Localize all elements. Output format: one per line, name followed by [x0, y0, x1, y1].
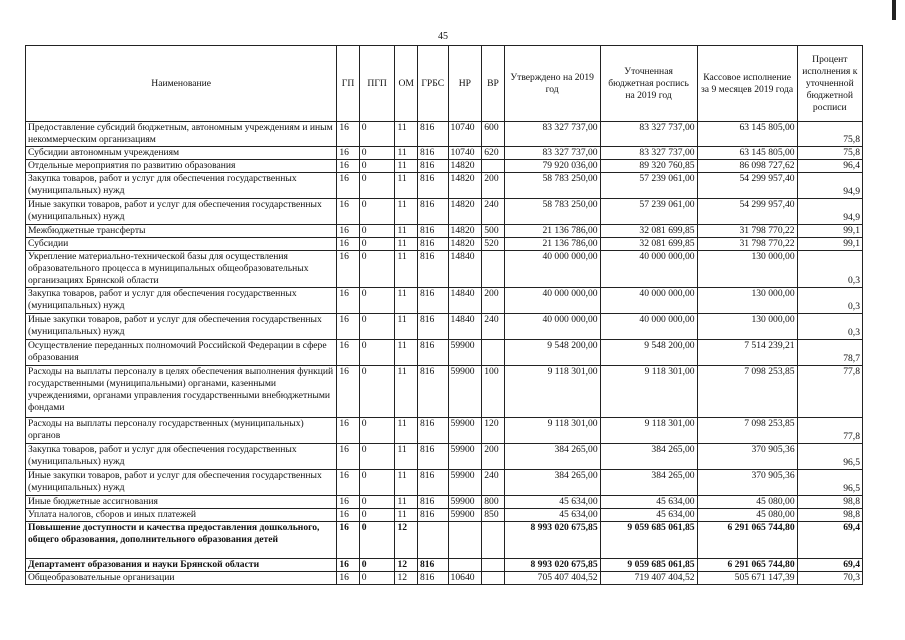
- cell-percent: 70,3: [797, 572, 862, 585]
- table-row: [26, 496, 863, 509]
- cell-percent: 99,1: [797, 238, 862, 251]
- cell-np: 14820: [448, 199, 482, 225]
- cell-grbs: 816: [417, 366, 448, 418]
- cell-name: Межбюджетные трансферты: [26, 225, 337, 238]
- cell-om: 11: [395, 199, 417, 225]
- cell-ppgp: 0: [359, 147, 395, 160]
- table-row: [26, 238, 863, 251]
- cell-name: Предоставление субсидий бюджетным, автономным учреждениям и иным некоммерческим организациям: [26, 122, 337, 147]
- cell-np: 14840: [448, 288, 482, 314]
- cell-om: 11: [395, 366, 417, 418]
- cell-gp: 16: [337, 160, 359, 173]
- cell-approved: 384 265,00: [504, 444, 600, 470]
- cell-gp: 16: [337, 199, 359, 225]
- cell-vr: 500: [482, 225, 504, 238]
- cell-grbs: [417, 522, 448, 559]
- table-row: [26, 418, 863, 444]
- cell-vr: 120: [482, 418, 504, 444]
- table-row: [26, 251, 863, 288]
- cell-percent: 69,4: [797, 559, 862, 572]
- cell-ppgp: 0: [359, 444, 395, 470]
- table-row: [26, 288, 863, 314]
- cell-om: 11: [395, 444, 417, 470]
- cell-np: 14820: [448, 225, 482, 238]
- cell-om: 11: [395, 340, 417, 366]
- cell-approved: 83 327 737,00: [504, 147, 600, 160]
- cell-ppgp: 0: [359, 160, 395, 173]
- cell-name: Закупка товаров, работ и услуг для обеспечения государственных (муниципальных) нужд: [26, 173, 337, 199]
- cell-om: 11: [395, 470, 417, 496]
- cell-name: Укрепление материально-технической базы для осуществления образовательного процесса в муниципальных общеобразовательных организациях Брянской области: [26, 251, 337, 288]
- cell-om: 11: [395, 160, 417, 173]
- cell-np: 14820: [448, 160, 482, 173]
- cell-refined: 384 265,00: [600, 470, 697, 496]
- header-name: Наименование: [26, 46, 337, 122]
- cell-gp: 16: [337, 340, 359, 366]
- cell-grbs: 816: [417, 238, 448, 251]
- cell-ppgp: 0: [359, 288, 395, 314]
- table-row: [26, 314, 863, 340]
- table-row: [26, 160, 863, 173]
- cell-grbs: 816: [417, 288, 448, 314]
- header-cash: Кассовое исполнение за 9 месяцев 2019 года: [697, 46, 797, 122]
- cell-approved: 9 118 301,00: [504, 418, 600, 444]
- table-row: [26, 199, 863, 225]
- cell-percent: 96,5: [797, 470, 862, 496]
- cell-name: Иные закупки товаров, работ и услуг для обеспечения государственных (муниципальных) нужд: [26, 199, 337, 225]
- cell-name: Закупка товаров, работ и услуг для обеспечения государственных (муниципальных) нужд: [26, 288, 337, 314]
- cell-percent: 77,8: [797, 366, 862, 418]
- cell-ppgp: 0: [359, 559, 395, 572]
- cell-percent: 0,3: [797, 314, 862, 340]
- cell-ppgp: 0: [359, 173, 395, 199]
- cell-cash: 63 145 805,00: [697, 147, 797, 160]
- cell-percent: 98,8: [797, 509, 862, 522]
- cell-om: 11: [395, 314, 417, 340]
- cell-approved: 58 783 250,00: [504, 173, 600, 199]
- scan-edge-mark: [892, 0, 896, 20]
- cell-ppgp: 0: [359, 509, 395, 522]
- cell-vr: [482, 559, 504, 572]
- cell-refined: 40 000 000,00: [600, 288, 697, 314]
- cell-grbs: 816: [417, 251, 448, 288]
- cell-ppgp: 0: [359, 314, 395, 340]
- cell-approved: 21 136 786,00: [504, 225, 600, 238]
- cell-percent: 78,7: [797, 340, 862, 366]
- cell-cash: 505 671 147,39: [697, 572, 797, 585]
- cell-ppgp: 0: [359, 199, 395, 225]
- table-row: [26, 173, 863, 199]
- cell-refined: 9 059 685 061,85: [600, 559, 697, 572]
- cell-name: Отдельные мероприятия по развитию образования: [26, 160, 337, 173]
- header-np: НР: [448, 46, 482, 122]
- cell-gp: 16: [337, 366, 359, 418]
- cell-percent: 69,4: [797, 522, 862, 559]
- cell-name: Повышение доступности и качества предоставления дошкольного, общего образования, дополнительного образования детей: [26, 522, 337, 559]
- cell-approved: 45 634,00: [504, 496, 600, 509]
- cell-gp: 16: [337, 251, 359, 288]
- cell-percent: 75,8: [797, 122, 862, 147]
- cell-percent: 99,1: [797, 225, 862, 238]
- cell-cash: 45 080,00: [697, 509, 797, 522]
- table-row: [26, 522, 863, 559]
- cell-vr: [482, 522, 504, 559]
- cell-name: Закупка товаров, работ и услуг для обеспечения государственных (муниципальных) нужд: [26, 444, 337, 470]
- cell-grbs: 816: [417, 340, 448, 366]
- cell-approved: 83 327 737,00: [504, 122, 600, 147]
- cell-approved: 40 000 000,00: [504, 288, 600, 314]
- cell-approved: 40 000 000,00: [504, 251, 600, 288]
- cell-approved: 58 783 250,00: [504, 199, 600, 225]
- header-grbs: ГРБС: [417, 46, 448, 122]
- cell-refined: 45 634,00: [600, 496, 697, 509]
- table-body: [26, 122, 863, 585]
- cell-vr: 240: [482, 470, 504, 496]
- cell-cash: 86 098 727,62: [697, 160, 797, 173]
- cell-gp: 16: [337, 147, 359, 160]
- cell-np: 14820: [448, 173, 482, 199]
- cell-vr: 520: [482, 238, 504, 251]
- cell-refined: 9 548 200,00: [600, 340, 697, 366]
- cell-grbs: 816: [417, 496, 448, 509]
- cell-np: 59900: [448, 340, 482, 366]
- cell-gp: 16: [337, 470, 359, 496]
- cell-np: [448, 559, 482, 572]
- cell-ppgp: 0: [359, 238, 395, 251]
- cell-grbs: 816: [417, 572, 448, 585]
- cell-percent: 0,3: [797, 288, 862, 314]
- cell-refined: 32 081 699,85: [600, 238, 697, 251]
- cell-gp: 16: [337, 122, 359, 147]
- table-row: [26, 559, 863, 572]
- cell-name: Уплата налогов, сборов и иных платежей: [26, 509, 337, 522]
- table-row: [26, 366, 863, 418]
- cell-refined: 9 118 301,00: [600, 366, 697, 418]
- cell-grbs: 816: [417, 225, 448, 238]
- cell-cash: 45 080,00: [697, 496, 797, 509]
- cell-cash: 7 514 239,21: [697, 340, 797, 366]
- table-row: [26, 572, 863, 585]
- cell-gp: 16: [337, 225, 359, 238]
- cell-np: 14840: [448, 314, 482, 340]
- cell-grbs: 816: [417, 418, 448, 444]
- cell-refined: 83 327 737,00: [600, 122, 697, 147]
- cell-name: Общеобразовательные организации: [26, 572, 337, 585]
- cell-gp: 16: [337, 509, 359, 522]
- cell-refined: 9 059 685 061,85: [600, 522, 697, 559]
- cell-np: 59900: [448, 418, 482, 444]
- cell-cash: 6 291 065 744,80: [697, 559, 797, 572]
- cell-vr: [482, 160, 504, 173]
- cell-om: 11: [395, 418, 417, 444]
- cell-ppgp: 0: [359, 251, 395, 288]
- cell-name: Иные закупки товаров, работ и услуг для обеспечения государственных (муниципальных) нужд: [26, 314, 337, 340]
- cell-grbs: 816: [417, 559, 448, 572]
- cell-vr: 100: [482, 366, 504, 418]
- cell-om: 11: [395, 122, 417, 147]
- cell-name: Расходы на выплаты персоналу государственных (муниципальных) органов: [26, 418, 337, 444]
- cell-gp: 16: [337, 496, 359, 509]
- header-percent: Процент исполнения к уточненной бюджетной росписи: [797, 46, 862, 122]
- cell-name: Осуществление переданных полномочий Российской Федерации в сфере образования: [26, 340, 337, 366]
- cell-approved: 384 265,00: [504, 470, 600, 496]
- cell-np: 10640: [448, 572, 482, 585]
- cell-np: [448, 522, 482, 559]
- header-ppgp: ПГП: [359, 46, 395, 122]
- table-row: [26, 444, 863, 470]
- cell-np: 14820: [448, 238, 482, 251]
- cell-cash: 31 798 770,22: [697, 225, 797, 238]
- cell-percent: 94,9: [797, 199, 862, 225]
- cell-approved: 9 118 301,00: [504, 366, 600, 418]
- cell-grbs: 816: [417, 122, 448, 147]
- cell-refined: 40 000 000,00: [600, 251, 697, 288]
- table-row: [26, 340, 863, 366]
- cell-vr: 200: [482, 288, 504, 314]
- cell-name: Иные бюджетные ассигнования: [26, 496, 337, 509]
- cell-np: 59900: [448, 509, 482, 522]
- cell-vr: 800: [482, 496, 504, 509]
- cell-name: Расходы на выплаты персоналу в целях обеспечения выполнения функций государственными (муниципальными) органами, казенными учреждениями, органами управления государственными внебюджетными фондами: [26, 366, 337, 418]
- cell-vr: [482, 251, 504, 288]
- table-row: [26, 470, 863, 496]
- cell-cash: 54 299 957,40: [697, 199, 797, 225]
- cell-grbs: 816: [417, 173, 448, 199]
- cell-om: 11: [395, 147, 417, 160]
- cell-refined: 45 634,00: [600, 509, 697, 522]
- cell-np: 59900: [448, 444, 482, 470]
- cell-cash: 7 098 253,85: [697, 418, 797, 444]
- cell-om: 11: [395, 496, 417, 509]
- cell-name: Субсидии автономным учреждениям: [26, 147, 337, 160]
- cell-refined: 57 239 061,00: [600, 199, 697, 225]
- cell-ppgp: 0: [359, 470, 395, 496]
- cell-grbs: 816: [417, 314, 448, 340]
- cell-vr: 200: [482, 173, 504, 199]
- cell-grbs: 816: [417, 509, 448, 522]
- cell-ppgp: 0: [359, 366, 395, 418]
- cell-grbs: 816: [417, 470, 448, 496]
- cell-grbs: 816: [417, 147, 448, 160]
- cell-om: 12: [395, 559, 417, 572]
- cell-percent: 96,4: [797, 160, 862, 173]
- cell-refined: 9 118 301,00: [600, 418, 697, 444]
- cell-om: 11: [395, 225, 417, 238]
- cell-cash: 130 000,00: [697, 288, 797, 314]
- cell-grbs: 816: [417, 160, 448, 173]
- cell-gp: 16: [337, 444, 359, 470]
- cell-om: 12: [395, 572, 417, 585]
- cell-np: 59900: [448, 366, 482, 418]
- cell-percent: 98,8: [797, 496, 862, 509]
- header-gp: ГП: [337, 46, 359, 122]
- cell-ppgp: 0: [359, 418, 395, 444]
- cell-percent: 0,3: [797, 251, 862, 288]
- cell-om: 12: [395, 522, 417, 559]
- cell-np: 10740: [448, 122, 482, 147]
- cell-percent: 94,9: [797, 173, 862, 199]
- cell-name: Департамент образования и науки Брянской области: [26, 559, 337, 572]
- cell-gp: 16: [337, 572, 359, 585]
- cell-ppgp: 0: [359, 572, 395, 585]
- cell-cash: 54 299 957,40: [697, 173, 797, 199]
- table-row: [26, 509, 863, 522]
- cell-gp: 16: [337, 522, 359, 559]
- cell-ppgp: 0: [359, 225, 395, 238]
- cell-approved: 45 634,00: [504, 509, 600, 522]
- cell-refined: 57 239 061,00: [600, 173, 697, 199]
- cell-cash: 130 000,00: [697, 251, 797, 288]
- cell-name: Субсидии: [26, 238, 337, 251]
- cell-cash: 63 145 805,00: [697, 122, 797, 147]
- cell-percent: 77,8: [797, 418, 862, 444]
- cell-vr: 240: [482, 314, 504, 340]
- cell-percent: 96,5: [797, 444, 862, 470]
- cell-cash: 370 905,36: [697, 470, 797, 496]
- cell-np: 59900: [448, 470, 482, 496]
- cell-np: 59900: [448, 496, 482, 509]
- cell-om: 11: [395, 251, 417, 288]
- cell-vr: 850: [482, 509, 504, 522]
- cell-approved: 21 136 786,00: [504, 238, 600, 251]
- table-row: [26, 122, 863, 147]
- cell-approved: 705 407 404,52: [504, 572, 600, 585]
- header-om: ОМ: [395, 46, 417, 122]
- cell-gp: 16: [337, 418, 359, 444]
- cell-np: 14840: [448, 251, 482, 288]
- cell-gp: 16: [337, 288, 359, 314]
- cell-gp: 16: [337, 173, 359, 199]
- table-row: [26, 147, 863, 160]
- header-approved: Утверждено на 2019 год: [504, 46, 600, 122]
- cell-refined: 83 327 737,00: [600, 147, 697, 160]
- cell-np: 10740: [448, 147, 482, 160]
- header-vr: ВР: [482, 46, 504, 122]
- cell-cash: 6 291 065 744,80: [697, 522, 797, 559]
- cell-om: 11: [395, 238, 417, 251]
- cell-gp: 16: [337, 559, 359, 572]
- cell-approved: 79 920 036,00: [504, 160, 600, 173]
- cell-approved: 8 993 020 675,85: [504, 559, 600, 572]
- budget-table: [25, 45, 863, 585]
- cell-om: 11: [395, 509, 417, 522]
- cell-percent: 75,8: [797, 147, 862, 160]
- cell-approved: 9 548 200,00: [504, 340, 600, 366]
- cell-vr: 600: [482, 122, 504, 147]
- cell-vr: [482, 572, 504, 585]
- cell-om: 11: [395, 288, 417, 314]
- cell-grbs: 816: [417, 444, 448, 470]
- cell-ppgp: 0: [359, 122, 395, 147]
- cell-vr: 200: [482, 444, 504, 470]
- cell-gp: 16: [337, 238, 359, 251]
- cell-gp: 16: [337, 314, 359, 340]
- cell-om: 11: [395, 173, 417, 199]
- cell-cash: 31 798 770,22: [697, 238, 797, 251]
- cell-vr: 240: [482, 199, 504, 225]
- table-row: [26, 225, 863, 238]
- cell-name: Иные закупки товаров, работ и услуг для обеспечения государственных (муниципальных) нужд: [26, 470, 337, 496]
- cell-approved: 8 993 020 675,85: [504, 522, 600, 559]
- cell-vr: [482, 340, 504, 366]
- cell-refined: 89 320 760,85: [600, 160, 697, 173]
- cell-cash: 7 098 253,85: [697, 366, 797, 418]
- cell-vr: 620: [482, 147, 504, 160]
- cell-cash: 130 000,00: [697, 314, 797, 340]
- cell-cash: 370 905,36: [697, 444, 797, 470]
- cell-approved: 40 000 000,00: [504, 314, 600, 340]
- page-number: 45: [438, 31, 448, 42]
- cell-ppgp: 0: [359, 496, 395, 509]
- cell-refined: 719 407 404,52: [600, 572, 697, 585]
- cell-refined: 32 081 699,85: [600, 225, 697, 238]
- cell-grbs: 816: [417, 199, 448, 225]
- cell-refined: 40 000 000,00: [600, 314, 697, 340]
- cell-ppgp: 0: [359, 522, 395, 559]
- cell-ppgp: 0: [359, 340, 395, 366]
- cell-refined: 384 265,00: [600, 444, 697, 470]
- header-refined: Уточненная бюджетная роспись на 2019 год: [600, 46, 697, 122]
- table-header-row: [26, 46, 863, 122]
